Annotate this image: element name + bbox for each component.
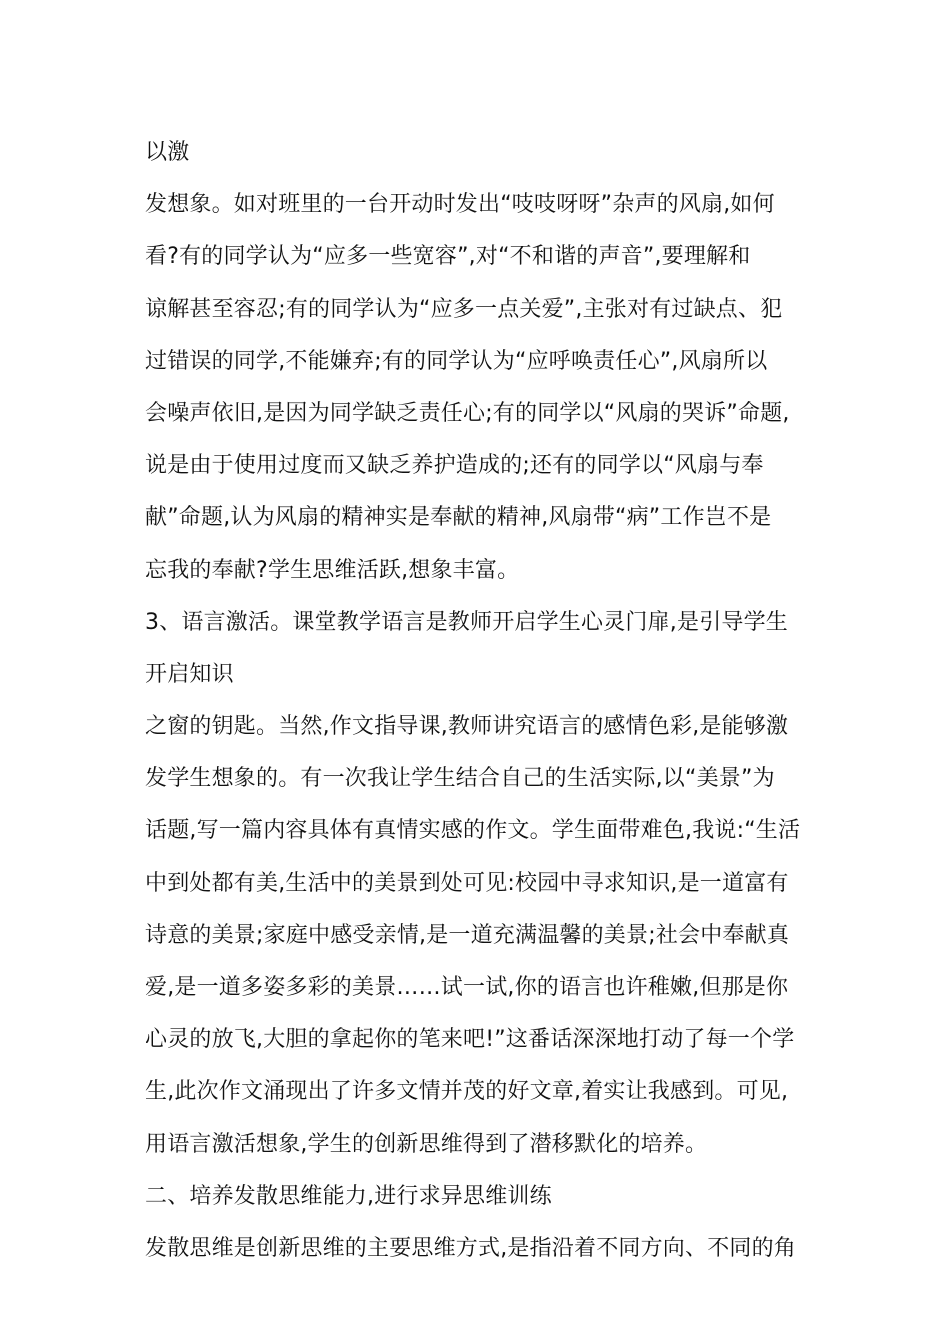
text-line: 中到处都有美,生活中的美景到处可见:校园中寻求知识,是一道富有	[145, 870, 789, 896]
text-line: 发想象。如对班里的一台开动时发出“吱吱呀呀”杂声的风扇,如何	[145, 192, 775, 218]
text-line: 爱,是一道多姿多彩的美景……试一试,你的语言也许稚嫩,但那是你	[145, 975, 789, 1000]
text-line: 会噪声依旧,是因为同学缺乏责任心;有的同学以“风扇的哭诉”命题,	[145, 400, 790, 426]
text-line: 诗意的美景;家庭中感受亲情,是一道充满温馨的美景;社会中奉献真	[145, 922, 790, 948]
text-line: 之窗的钥匙。当然,作文指导课,教师讲究语言的感情色彩,是能够激	[145, 714, 789, 740]
text-line: 开启知识	[145, 661, 234, 687]
text-line: 话题,写一篇内容具体有真情实感的作文。学生面带难色,我说:“生活	[145, 818, 801, 844]
text-line: 以激	[145, 140, 190, 165]
text-line: 3、语言激活。课堂教学语言是教师开启学生心灵门扉,是引导学生	[145, 609, 788, 635]
text-line: 心灵的放飞,大胆的拿起你的笔来吧!”这番话深深地打动了每一个学	[145, 1027, 795, 1053]
text-line: 说是由于使用过度而又缺乏养护造成的;还有的同学以“风扇与奉	[145, 453, 764, 479]
text-line: 用语言激活想象,学生的创新思维得到了潜移默化的培养。	[145, 1131, 708, 1157]
text-line: 发散思维是创新思维的主要思维方式,是指沿着不同方向、不同的角	[145, 1235, 796, 1261]
text-line: 谅解甚至容忍;有的同学认为“应多一点关爱”,主张对有过缺点、犯	[145, 296, 783, 322]
text-line: 忘我的奉献?学生思维活跃,想象丰富。	[145, 557, 520, 583]
section-heading: 二、培养发散思维能力,进行求异思维训练	[145, 1183, 552, 1209]
text-line: 过错误的同学,不能嫌弃;有的同学认为“应呼唤责任心”,风扇所以	[145, 348, 768, 374]
body-text	[145, 133, 825, 1281]
text-line: 献”命题,认为风扇的精神实是奉献的精神,风扇带“病”工作岂不是	[145, 505, 772, 531]
text-line: 看?有的同学认为“应多一些宽容”,对“不和谐的声音”,要理解和	[145, 244, 751, 270]
text-line: 生,此次作文涌现出了许多文情并茂的好文章,着实让我感到。可见,	[145, 1079, 789, 1105]
text-line: 发学生想象的。有一次我让学生结合自己的生活实际,以“美景”为	[145, 766, 775, 792]
